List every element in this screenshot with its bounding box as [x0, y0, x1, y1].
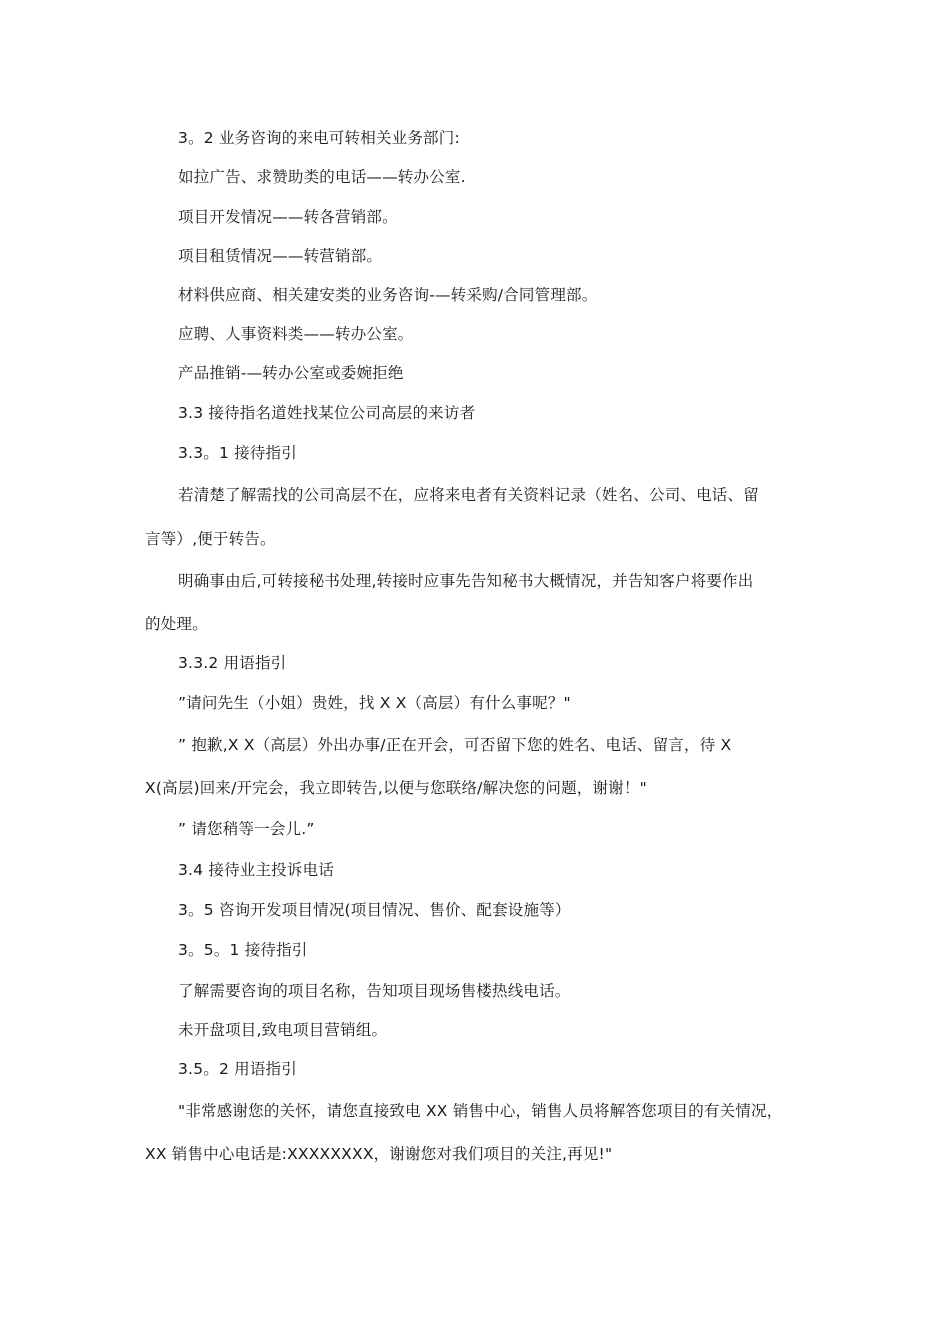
subsection-heading-3-5-1: 3。5。1 接待指引	[178, 941, 308, 959]
paragraph-line: 产品推销-—转办公室或委婉拒绝	[178, 364, 404, 382]
quote-line: X(高层)回来/开完会，我立即转告,以便与您联络/解决您的问题，谢谢！"	[145, 779, 647, 797]
quote-line: XX 销售中心电话是:XXXXXXXX，谢谢您对我们项目的关注,再见!"	[145, 1145, 613, 1163]
quote-line: ” 抱歉,X X（高层）外出办事/正在开会，可否留下您的姓名、电话、留言，待 X	[178, 736, 732, 754]
subsection-heading-3-3-1: 3.3。1 接待指引	[178, 444, 297, 462]
quote-line: ” 请您稍等一会儿.”	[178, 820, 315, 838]
paragraph-line: 言等）,便于转告。	[145, 530, 276, 548]
paragraph-line: 项目开发情况——转各营销部。	[178, 208, 398, 226]
section-heading-3-4: 3.4 接待业主投诉电话	[178, 861, 334, 879]
subsection-heading-3-3-2: 3.3.2 用语指引	[178, 654, 287, 672]
paragraph-line: 未开盘项目,致电项目营销组。	[178, 1021, 388, 1039]
paragraph-line: 应聘、人事资料类——转办公室。	[178, 325, 414, 343]
paragraph-line: 如拉广告、求赞助类的电话——转办公室.	[178, 168, 466, 186]
section-heading-3-5: 3。5 咨询开发项目情况(项目情况、售价、配套设施等）	[178, 901, 571, 919]
paragraph-line: 材料供应商、相关建安类的业务咨询-—转采购/合同管理部。	[178, 286, 598, 304]
quote-line: ”请问先生（小姐）贵姓，找 X X（高层）有什么事呢？"	[178, 694, 571, 712]
subsection-heading-3-5-2: 3.5。2 用语指引	[178, 1060, 297, 1078]
section-heading-3-3: 3.3 接待指名道姓找某位公司高层的来访者	[178, 404, 476, 422]
paragraph-line: 的处理。	[145, 615, 208, 633]
paragraph-line: 了解需要咨询的项目名称，告知项目现场售楼热线电话。	[178, 982, 571, 1000]
paragraph-line: 项目租赁情况——转营销部。	[178, 247, 383, 265]
paragraph-line: 若清楚了解需找的公司高层不在，应将来电者有关资料记录（姓名、公司、电话、留	[178, 486, 759, 504]
paragraph-line: 明确事由后,可转接秘书处理,转接时应事先告知秘书大概情况，并告知客户将要作出	[178, 572, 754, 590]
section-heading-3-2: 3。2 业务咨询的来电可转相关业务部门:	[178, 129, 460, 147]
quote-line: "非常感谢您的关怀，请您直接致电 XX 销售中心，销售人员将解答您项目的有关情况，	[178, 1102, 783, 1120]
